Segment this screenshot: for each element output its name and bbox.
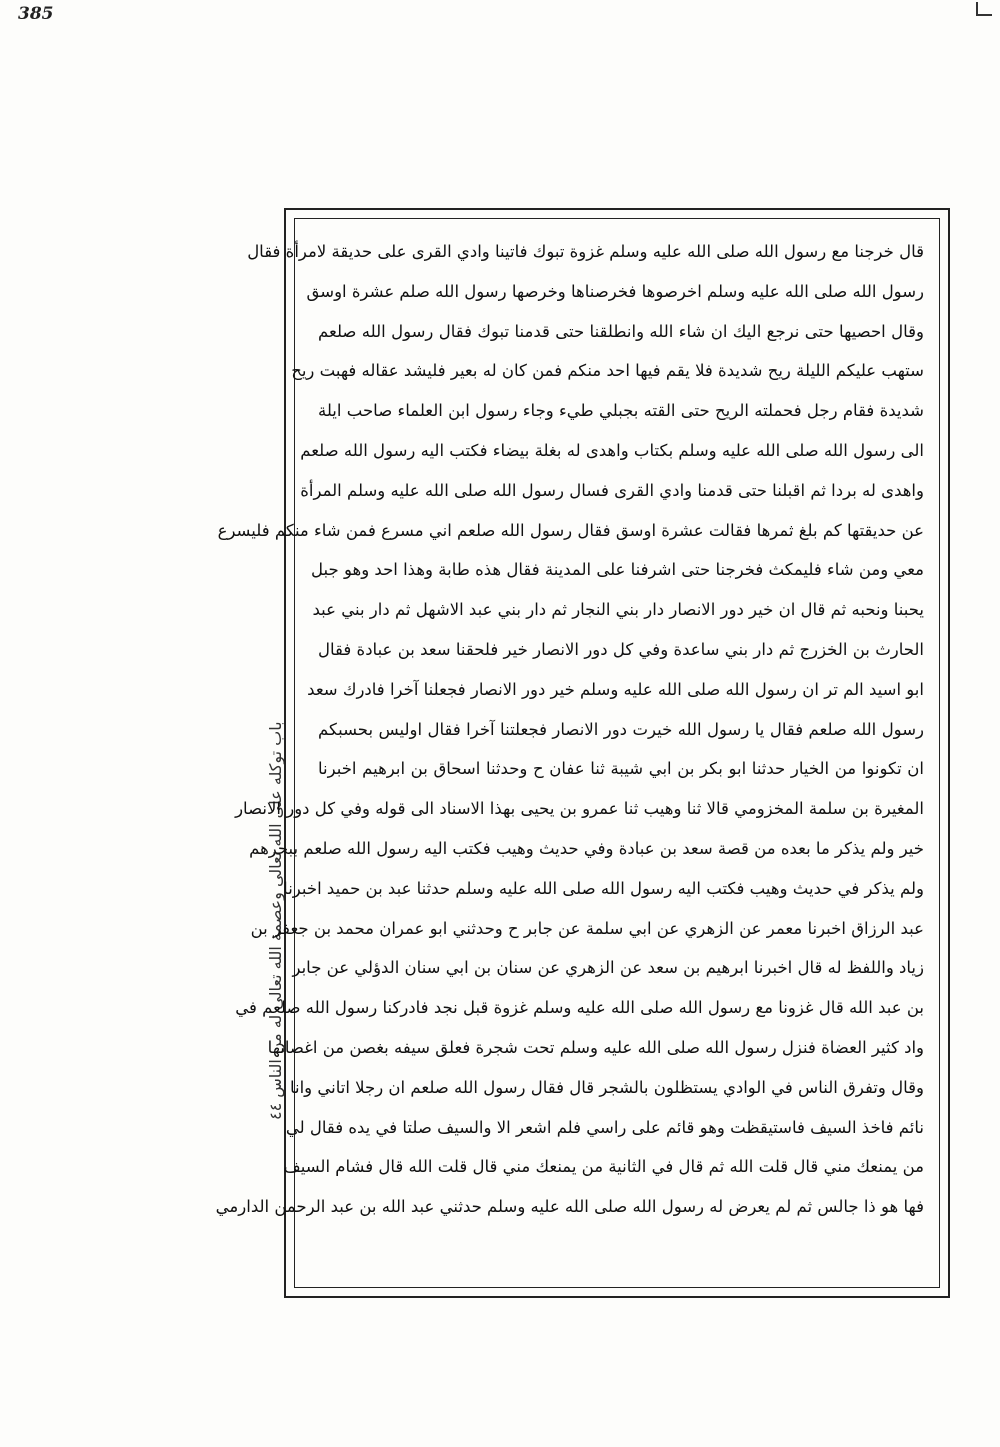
- text-line: وقال وتفرق الناس في الوادي يستظلون بالشجر قال فقال رسول الله صلعم ان رجلا اتاني وانا: [289, 1077, 924, 1097]
- text-line: من يمنعك مني قال قلت الله ثم قال في الثانية من يمنعك مني قال قلت الله قال فشام السيف: [283, 1157, 924, 1177]
- text-line: الى رسول الله صلى الله عليه وسلم بكتاب واهدى له بغلة بيضاء فكتب اليه رسول الله صلعم: [300, 440, 924, 460]
- text-line: ان تكونوا من الخيار حدثنا ابو بكر بن ابي شيبة ثنا عفان ح وحدثنا اسحاق بن ابرهيم اخبرنا: [318, 759, 924, 779]
- text-line: يحبنا ونحبه ثم قال ان خير دور الانصار دار بني النجار ثم دار بني عبد الاشهل ثم دار بني عبد: [312, 600, 924, 620]
- text-line: رسول الله صلعم فقال يا رسول الله خيرت دور الانصار فجعلتنا آخرا فقال اوليس بحسبكم: [318, 719, 924, 739]
- text-line: واهدى له بردا ثم اقبلنا حتى قدمنا وادي القرى فسال رسول الله صلى الله عليه وسلم المرأة: [300, 480, 924, 500]
- text-line: رسول الله صلى الله عليه وسلم اخرصوها فخرصناها وخرصها رسول الله صلم عشرة اوسق: [306, 281, 924, 301]
- folio-number: 385: [18, 4, 54, 24]
- text-line: معي ومن شاء فليمكث فخرجنا حتى اشرفنا على المدينة فقال هذه طابة وهذا احد وهو جبل: [311, 560, 924, 580]
- corner-mark: [976, 2, 992, 16]
- text-line: فها هو ذا جالس ثم لم يعرض له رسول الله صلى الله عليه وسلم حدثني عبد الله بن عبد الرحمن الدارمي: [215, 1197, 924, 1217]
- text-line: زياد واللفظ له قال اخبرنا ابرهيم بن سعد عن الزهري عن سنان بن ابي سنان الدؤلي عن جابر: [292, 958, 924, 978]
- text-line: عن حديقتها كم بلغ ثمرها فقالت عشرة اوسق فقال رسول الله صلعم اني مسرع فمن شاء منكم فليسرع: [217, 520, 924, 540]
- text-line: بن عبد الله قال غزونا مع رسول الله صلى الله عليه وسلم غزوة قبل نجد فادركنا رسول الله صلعم في: [235, 998, 924, 1018]
- text-line: شديدة فقام رجل فحملته الريح حتى القته بجبلي طيء وجاء رسول ابن العلماء صاحب ايلة: [318, 401, 924, 421]
- text-line: ابو اسيد الم تر ان رسول الله صلى الله عليه وسلم خير دور الانصار فجعلنا آخرا فادرك سعد: [307, 679, 924, 699]
- text-line: ولم يذكر في حديث وهيب فكتب اليه رسول الله صلى الله عليه وسلم حدثنا عبد بن حميد اخبرنا: [283, 878, 924, 898]
- text-line: نائم فاخذ السيف فاستيقظت وهو قائم على راسي فلم اشعر الا والسيف صلتا في يده فقال لي: [285, 1117, 924, 1137]
- text-line: عبد الرزاق اخبرنا معمر عن الزهري عن ابي سلمة عن جابر ح وحدثني ابو عمران محمد بن جعفر بن: [250, 918, 924, 938]
- text-line: قال خرجنا مع رسول الله صلى الله عليه وسلم غزوة تبوك فاتينا وادي القرى على حديقة لامرأة فقال: [247, 242, 924, 261]
- text-line: وقال احصيها حتى نرجع اليك ان شاء الله وانطلقنا حتى قدمنا تبوك فقال رسول الله صلعم: [318, 321, 924, 341]
- text-line: المغيرة بن سلمة المخزومي قالا ثنا وهيب ثنا عمرو بن يحيى بهذا الاسناد الى قوله وفي كل دور الانصار: [235, 799, 924, 819]
- text-line: خير ولم يذكر ما بعده من قصة سعد بن عبادة وفي حديث وهيب فكتب اليه رسول الله صلعم ببحرهم: [249, 838, 924, 858]
- text-line: واد كثير العضاة فنزل رسول الله صلى الله عليه وسلم تحت شجرة فعلق سيفه بغصن من اغصانها: [267, 1037, 924, 1057]
- text-line: الحارث بن الخزرج ثم دار بني ساعدة وفي كل دور الانصار خير فلحقنا سعد بن عبادة فقال: [318, 639, 924, 659]
- text-line: ستهب عليكم الليلة ريح شديدة فلا يقم فيها احد منكم فمن كان له بعير فليشد عقاله فهبت ريح: [291, 361, 924, 381]
- margin-note-text: باب توكله على الله تعالى وعصمة الله تعالى له من الناس ٤٤: [266, 721, 285, 1120]
